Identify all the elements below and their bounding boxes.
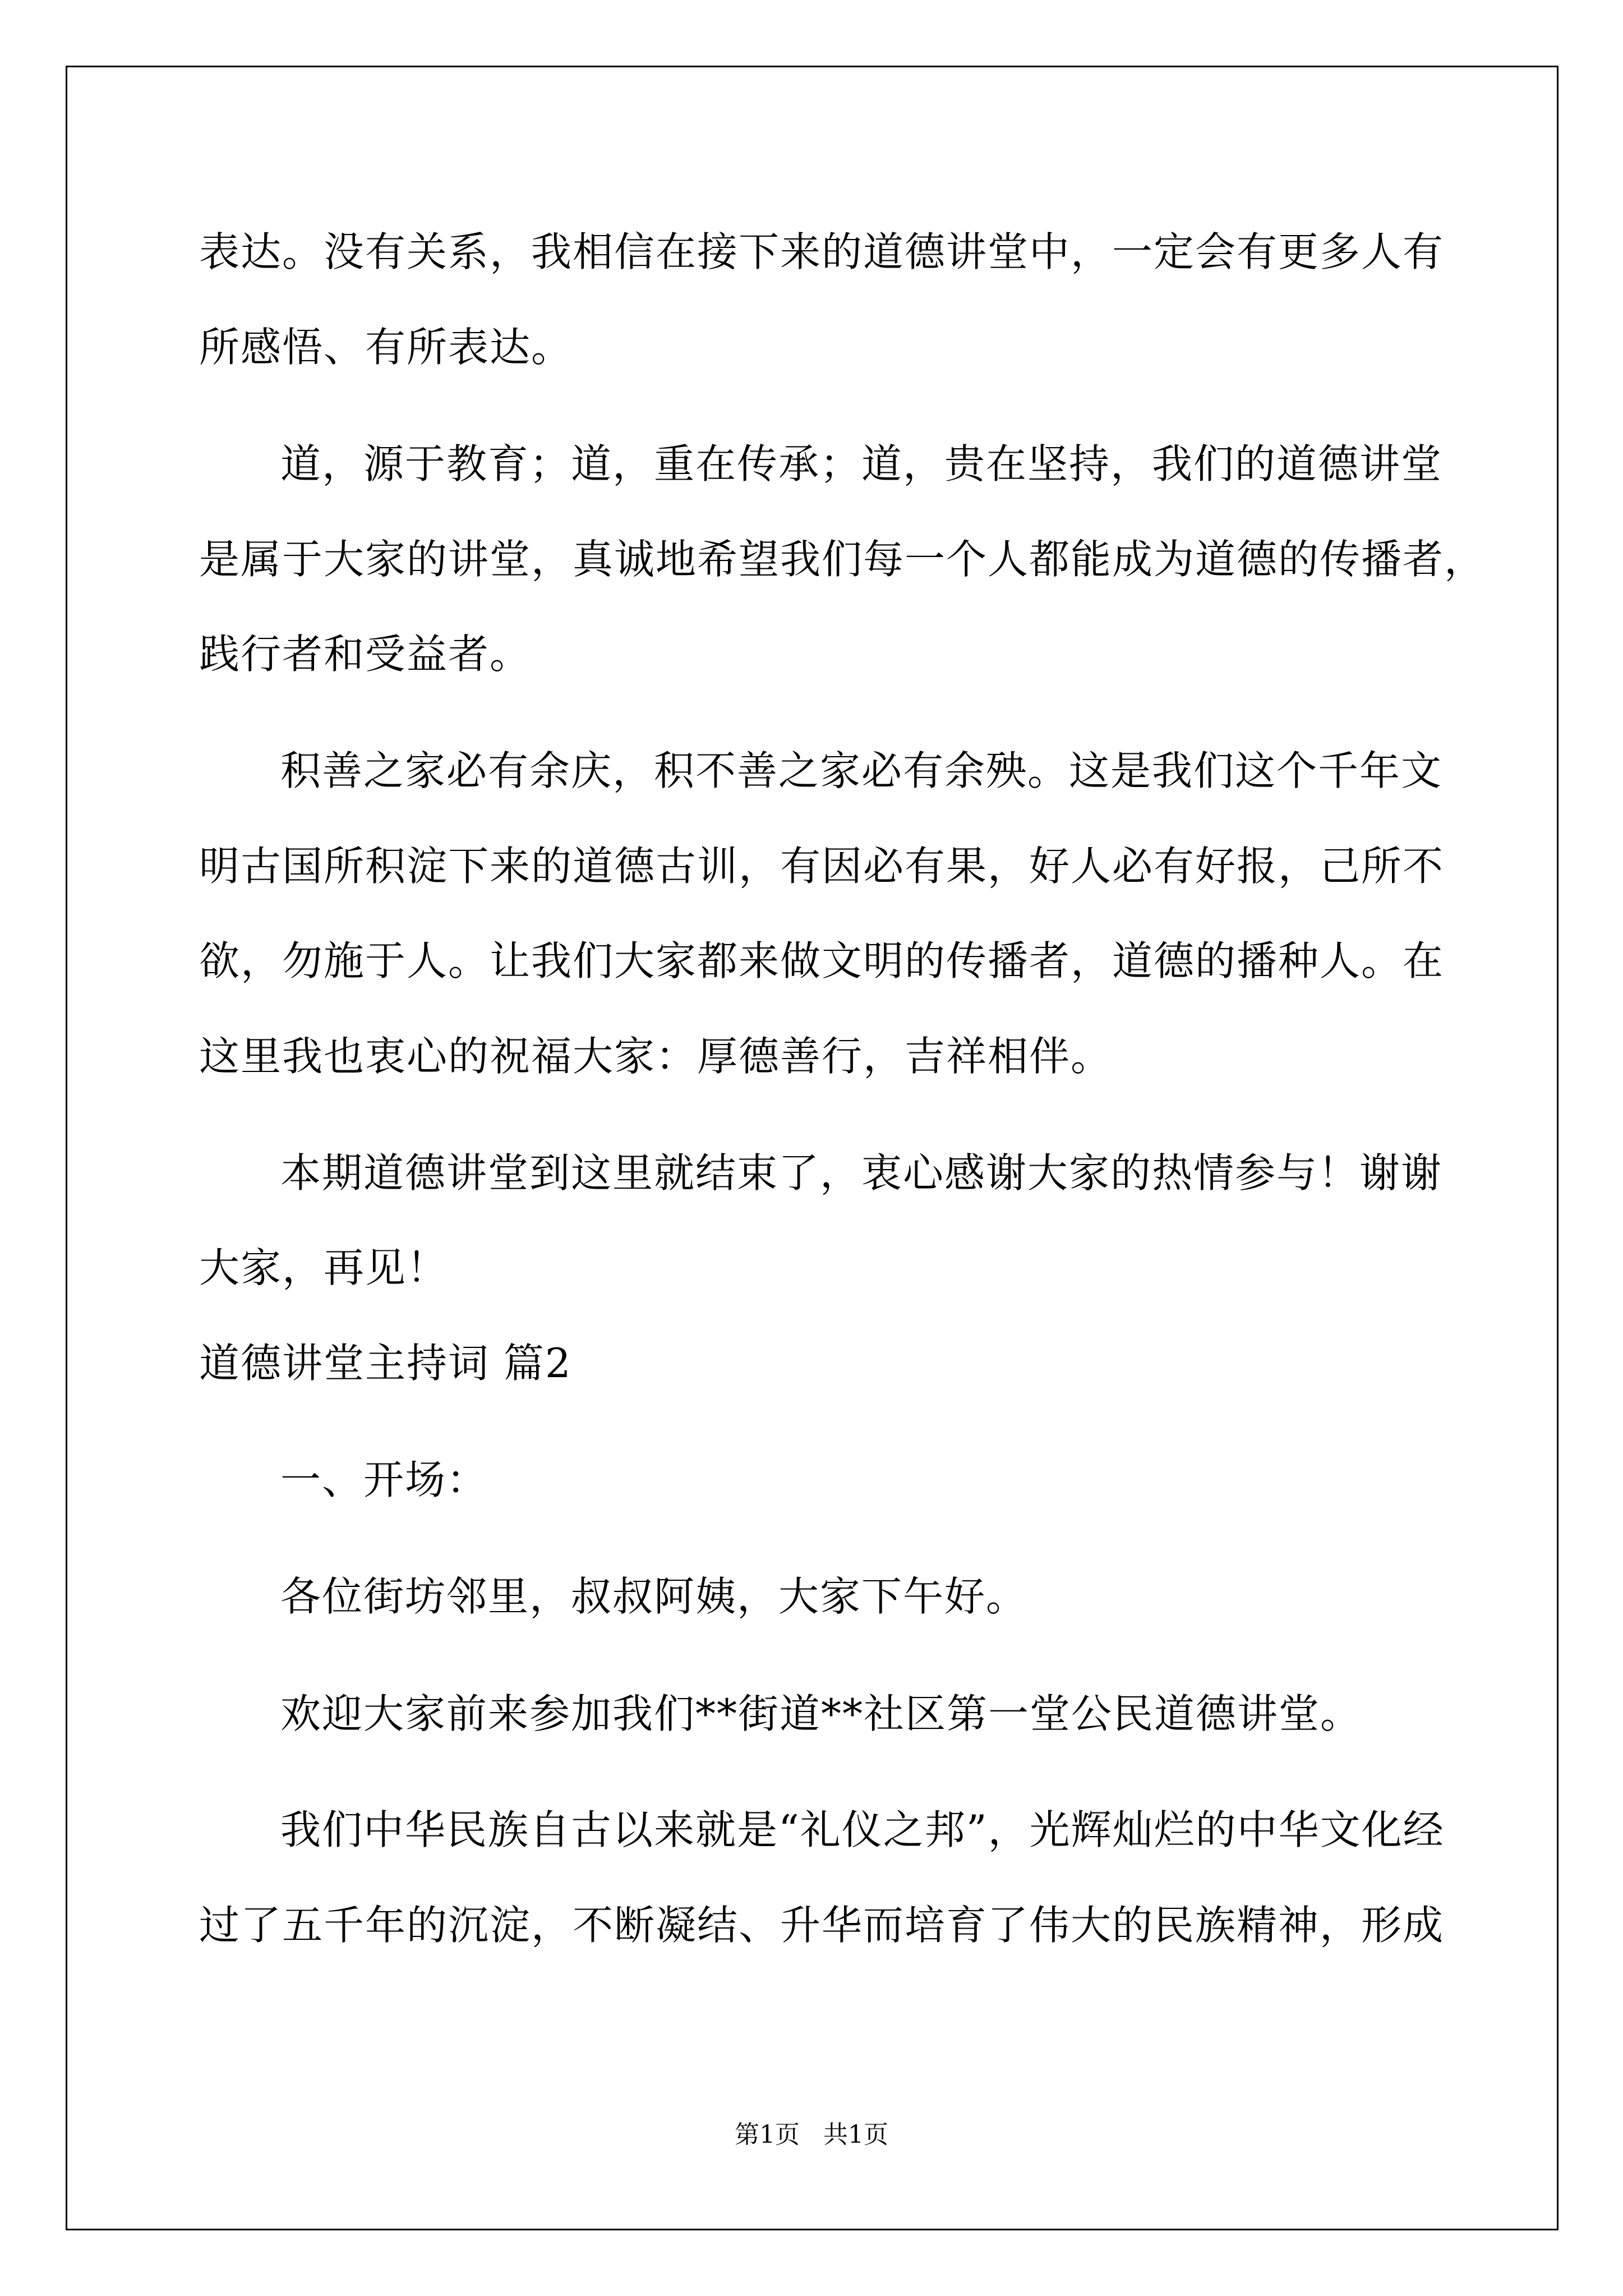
- paragraph-line: 积善之家必有余庆，积不善之家必有余殃。这是我们这个千年文: [280, 747, 1443, 794]
- paragraph-line: 所感悟、有所表达。: [199, 324, 573, 371]
- paragraph-line: 本期道德讲堂到这里就结束了，衷心感谢大家的热情参与！谢谢: [280, 1149, 1443, 1197]
- paragraph-line: 明古国所积淀下来的道德古训，有因必有果，好人必有好报，己所不: [199, 843, 1445, 890]
- paragraph-line: 践行者和受益者。: [199, 631, 532, 678]
- paragraph-line: 一、开场：: [280, 1456, 488, 1503]
- paragraph-line: 这里我也衷心的祝福大家：厚德善行，吉祥相伴。: [199, 1033, 1113, 1080]
- paragraph-line: 各位街坊邻里，叔叔阿姨，大家下午好。: [280, 1573, 1028, 1620]
- paragraph-line: 过了五千年的沉淀，不断凝结、升华而培育了伟大的民族精神，形成: [199, 1902, 1445, 1949]
- paragraph-line: 道，源于教育；道，重在传承；道，贵在坚持，我们的道德讲堂: [280, 440, 1443, 487]
- section-heading: 道德讲堂主持词 篇2: [199, 1340, 572, 1387]
- paragraph-line: 我们中华民族自古以来就是“礼仪之邦”，光辉灿烂的中华文化经: [280, 1806, 1445, 1853]
- paragraph-line: 是属于大家的讲堂，真诚地希望我们每一个人都能成为道德的传播者，: [199, 536, 1486, 583]
- paragraph-line: 欢迎大家前来参加我们**街道**社区第一堂公民道德讲堂。: [280, 1690, 1362, 1737]
- page-number-footer: 第1页 共1页: [735, 2120, 888, 2149]
- paragraph-line: 大家，再见！: [199, 1244, 449, 1291]
- paragraph-line: 欲，勿施于人。让我们大家都来做文明的传播者，道德的播种人。在: [199, 937, 1445, 984]
- paragraph-line: 表达。没有关系，我相信在接下来的道德讲堂中，一定会有更多人有: [199, 228, 1445, 275]
